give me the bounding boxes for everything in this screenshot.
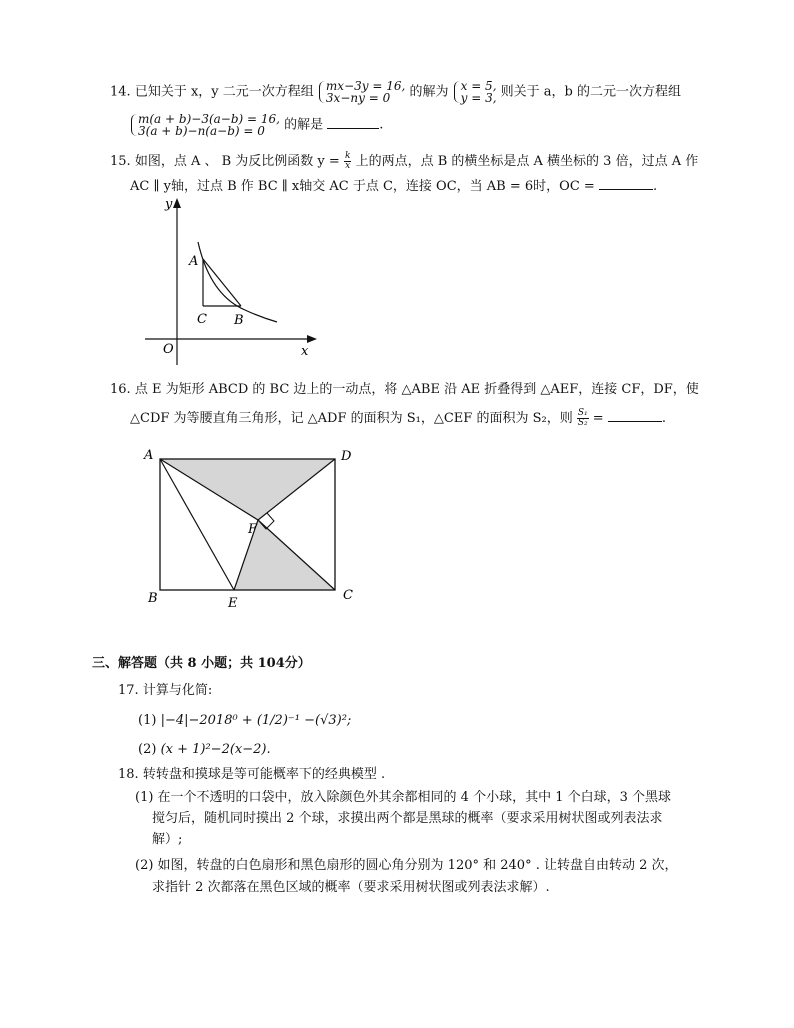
q16-label-D: D — [341, 449, 352, 464]
q16-text-1: 点 E 为矩形 ABCD 的 BC 边上的一动点，将 △ABE 沿 AE 折叠得到 △AEF，连接 CF，DF，使 — [134, 382, 699, 397]
q14-line2 — [130, 113, 383, 137]
q14-period: . — [379, 117, 384, 133]
q18-part2-line2: 求指针 2 次都落在黑色区域的概率（要求采用树状图或列表法求解）. — [152, 880, 550, 895]
q15-line1 — [110, 152, 698, 171]
q15-x-arrow — [307, 335, 317, 343]
q15-label-x: x — [301, 344, 309, 359]
q15-label-O: O — [163, 342, 174, 357]
q15-text-1b: 上的两点，点 B 的横坐标是点 A 横坐标的 3 倍，过点 A 作 — [355, 154, 699, 169]
q15-number: 15. — [110, 154, 131, 169]
q18-title-line — [118, 766, 385, 784]
q15-label-y: y — [165, 197, 173, 212]
q17-part1 — [138, 712, 351, 730]
q16-text-2a: △CDF 为等腰直角三角形，记 △ADF 的面积为 S₁，△CEF 的面积为 S₂，则 — [130, 411, 573, 426]
q15-y-arrow — [173, 198, 181, 208]
q16-label-E: E — [228, 596, 238, 611]
section3-heading: 三、解答题（共 8 小题；共 104分） — [92, 656, 311, 671]
q15-period: . — [652, 179, 658, 194]
q14-system-1-eq1: mx−3y = 16, — [325, 79, 406, 93]
q15-answer-blank[interactable] — [599, 177, 653, 190]
q16-label-C: C — [343, 588, 353, 603]
q15-label-A: A — [189, 254, 199, 269]
q16-label-F: F — [248, 522, 258, 537]
q16-figure — [140, 442, 365, 612]
q17-part2 — [138, 741, 271, 759]
q14-solution-x: x = 5, — [460, 79, 497, 93]
q14-system-1 — [318, 80, 405, 104]
q15-label-B: B — [234, 313, 244, 328]
q15-text-1a: 如图，点 A 、 B 为反比例函数 y = — [134, 154, 340, 169]
q14-system-2-eq2: 3(a + b)−n(a−b) = 0 — [138, 124, 265, 138]
q15-label-C: C — [197, 312, 207, 327]
q16-number: 16. — [110, 382, 131, 397]
q14-number: 14. — [110, 84, 131, 100]
q18-title: 转转盘和摸球是等可能概率下的经典模型 . — [142, 767, 386, 782]
q14-answer-blank[interactable] — [327, 116, 379, 129]
q14-text-mid: 的解为 — [409, 84, 449, 100]
q17-title-line — [118, 682, 212, 700]
q15-fraction-den: x — [345, 161, 351, 171]
q14-solution-y: y = 3, — [460, 91, 497, 105]
q17-number: 17. — [118, 683, 139, 698]
q17-part1-expression: |−4|−2018⁰ + (1/2)⁻¹ −(√3)²; — [160, 713, 352, 728]
q16-fraction-num: S₁ — [577, 408, 588, 418]
q14-system-2-eq1: m(a + b)−3(a−b) = 16, — [138, 112, 280, 126]
q16-label-B: B — [148, 591, 158, 606]
q15-fraction — [344, 152, 351, 171]
q14-line1 — [110, 80, 681, 104]
q14-text-post: 则关于 a，b 的二元一次方程组 — [500, 84, 682, 100]
q15-text-2: AC ∥ y轴，过点 B 作 BC ∥ x轴交 AC 于点 C，连接 OC，当 AB = 6时，OC = — [130, 179, 595, 194]
q16-shaded-triangle-ADF — [160, 459, 335, 520]
q18-part1-line2: 搅匀后，随机同时摸出 2 个球，求摸出两个都是黑球的概率（要求采用树状图或列表法求 — [152, 811, 663, 826]
q17-part1-label: (1) — [138, 713, 157, 728]
q15-line2 — [130, 177, 657, 196]
q15-fraction-num: k — [344, 151, 351, 161]
q15-hyperbola-curve — [198, 242, 277, 322]
q16-line1 — [110, 381, 699, 399]
q16-period: . — [661, 411, 666, 426]
q18-part1-line3: 解）; — [152, 832, 183, 847]
q17-title: 计算与化简: — [142, 683, 213, 698]
q14-system-2 — [130, 113, 280, 137]
q14-text-tail: 的解是 — [284, 117, 324, 133]
q15-segment-AB — [203, 259, 241, 306]
q14-text-pre: 已知关于 x，y 二元一次方程组 — [134, 84, 314, 100]
q16-answer-blank[interactable] — [608, 409, 662, 422]
q18-number: 18. — [118, 767, 139, 782]
q14-solution — [453, 80, 497, 104]
q16-text-2b: = — [592, 411, 604, 426]
q18-part2-line1: (2) 如图，转盘的白色扇形和黑色扇形的圆心角分别为 120° 和 240° . 让转盘自由转动 2 次， — [135, 858, 678, 873]
q14-system-1-eq2: 3x−ny = 0 — [325, 91, 391, 105]
q18-part1-line1: (1) 在一个不透明的口袋中，放入除颜色外其余都相同的 4 个小球，其中 1 个白球，3 个黑球 — [135, 790, 672, 805]
q17-part2-expression: (x + 1)²−2(x−2). — [160, 742, 271, 757]
q16-fraction — [577, 409, 589, 428]
q16-label-A: A — [144, 448, 154, 463]
q17-part2-label: (2) — [138, 742, 157, 757]
q16-fraction-den: S₂ — [577, 418, 588, 428]
q15-figure — [140, 195, 320, 370]
q16-line2 — [130, 409, 666, 428]
